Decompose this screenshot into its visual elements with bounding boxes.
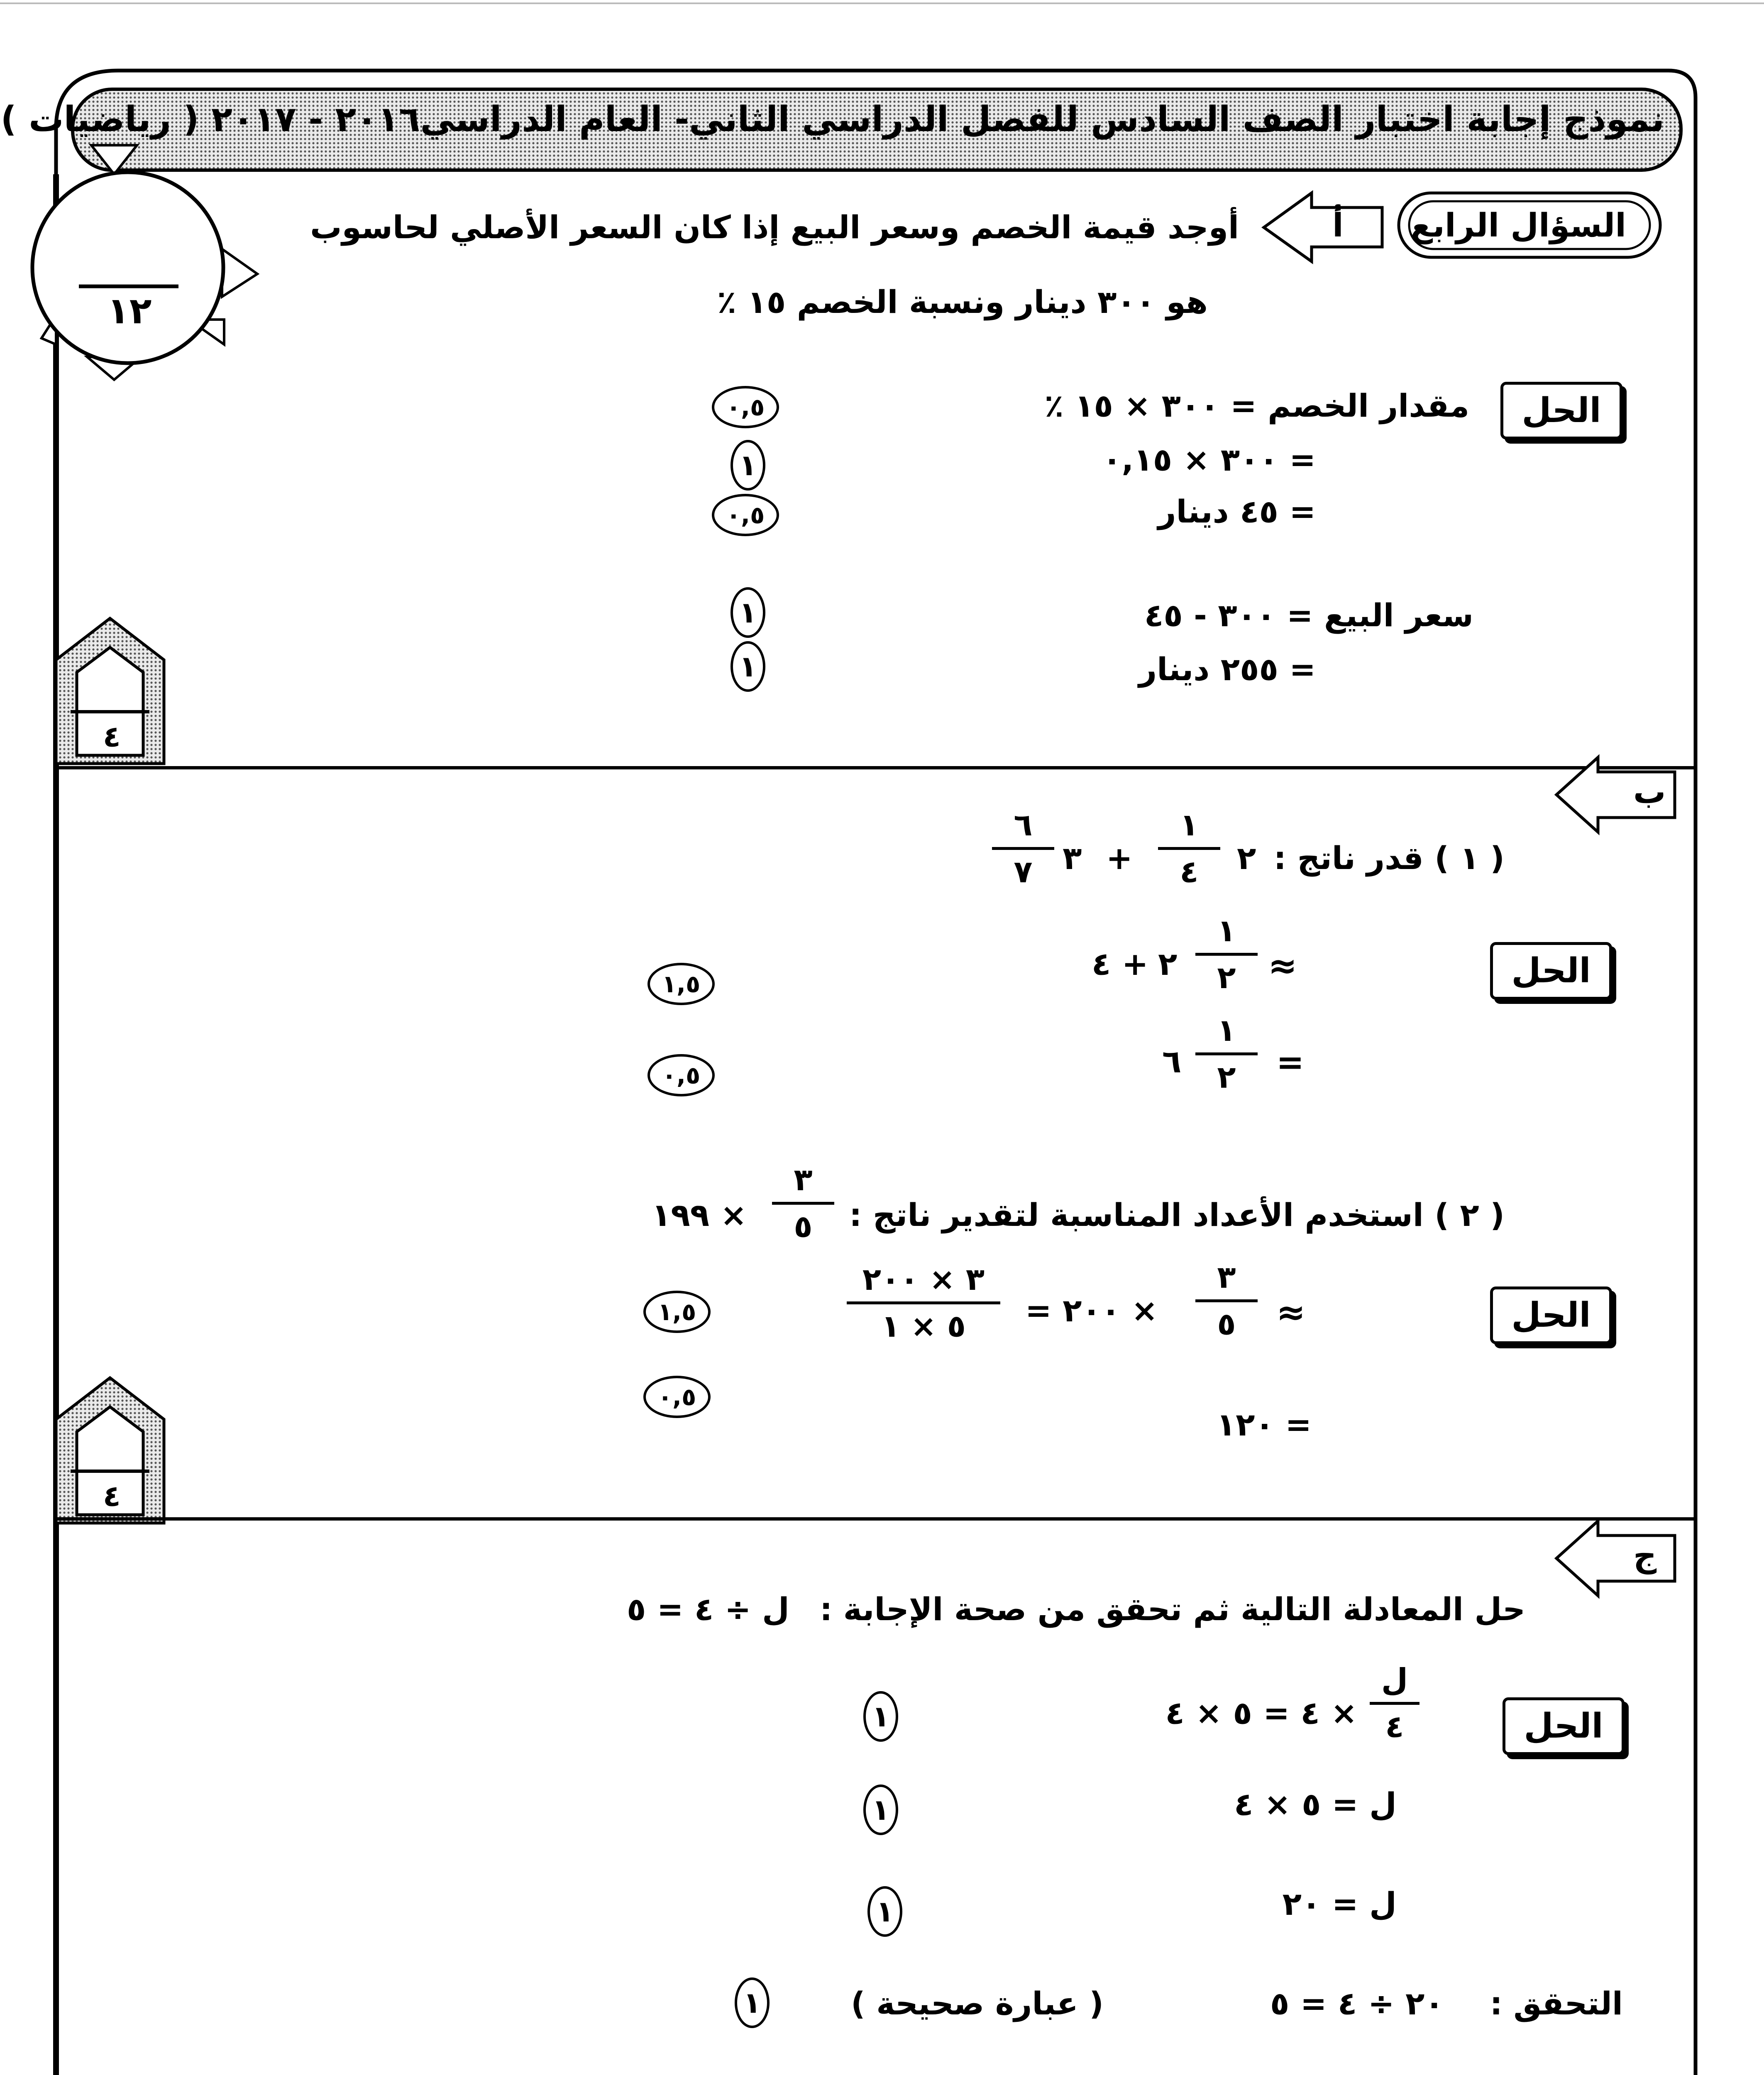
s2-den: ٢ <box>1217 1059 1236 1095</box>
solution-label-b2: الحل <box>1490 1286 1612 1344</box>
s4: = ١٢٠ <box>1216 1406 1312 1443</box>
q1-den2: ٧ <box>1014 854 1033 890</box>
part-b-q1-label: ( ١ ) قدر ناتج : <box>1273 840 1505 876</box>
q2-num: ٣ <box>794 1162 813 1198</box>
price-line2: = ٢٥٥ دينار <box>1139 651 1316 688</box>
q1-num2: ٦ <box>1014 807 1033 843</box>
discount-line1: مقدار الخصم = ٣٠٠ × ١٥ ٪ <box>1044 387 1469 424</box>
s3-den: ٥ <box>1217 1306 1236 1342</box>
c-s1-den: ٤ <box>1385 1709 1404 1745</box>
mark-b2: ٠,٥ <box>647 1054 715 1096</box>
part-a-prompt-line1: أوجد قيمة الخصم وسعر البيع إذا كان السعر الأصلي لحاسوب <box>310 209 1239 246</box>
mark-c2: ١ <box>863 1784 898 1835</box>
check-label: التحقق : <box>1490 1985 1623 2022</box>
fraction-bar <box>1195 953 1258 956</box>
s3-num2: ٣ × ٢٠٠ <box>862 1262 985 1297</box>
fraction-bar <box>992 847 1054 850</box>
s1-rest: + ٤ <box>1092 945 1148 982</box>
fraction-bar <box>1195 1299 1258 1302</box>
s2-whole: ٦ <box>1162 1043 1182 1080</box>
mark-b1: ١,٥ <box>647 963 715 1005</box>
question-label: السؤال الرابع <box>1410 207 1626 244</box>
mark-b3: ١,٥ <box>643 1291 711 1333</box>
fraction-bar <box>772 1202 834 1205</box>
s3-mid: × ٢٠٠ = <box>1025 1292 1158 1329</box>
header-title: نموذج إجابة اختبار الصف السادس للفصل الدراسي الثاني- العام الدراسي٢٠١٦ - ٢٠١٧ ( رياضيات ) <box>0 99 1664 139</box>
q1-den1: ٤ <box>1180 854 1199 890</box>
q1-whole2: ٣ <box>1063 840 1082 876</box>
solution-label-b1: الحل <box>1490 942 1612 1000</box>
part-c-equation: ل ÷ ٤ = ٥ <box>627 1591 789 1628</box>
s1-approx: ≈ <box>1268 945 1297 986</box>
c-s2: ل = ٥ × ٤ <box>1234 1786 1397 1823</box>
part-b-letter: ب <box>1633 774 1666 811</box>
s3-fraction1 <box>1195 1260 1258 1342</box>
solution-label-c: الحل <box>1503 1697 1625 1755</box>
fraction-bar <box>847 1301 1000 1304</box>
part-a-prompt-line2: هو ٣٠٠ دينار ونسبة الخصم ١٥ ٪ <box>717 283 1208 320</box>
q1-num1: ١ <box>1180 807 1199 843</box>
fraction-bar <box>1158 847 1220 850</box>
check-equation: ٢٠ ÷ ٤ = ٥ <box>1270 1985 1444 2022</box>
check-note: ( عبارة صحيحة ) <box>851 1985 1104 2022</box>
part-c-letter: ج <box>1633 1537 1657 1575</box>
mark-a2: ١ <box>731 440 765 491</box>
s1-whole: ٢ <box>1158 945 1178 982</box>
section-b-score: ٤ <box>103 1479 121 1513</box>
total-score-badge <box>32 145 257 380</box>
s2-eq: = <box>1276 1043 1305 1081</box>
mark-a1: ٠,٥ <box>712 386 779 428</box>
q2-rest: × ١٩٩ <box>652 1196 747 1233</box>
mark-b4: ٠,٥ <box>643 1376 711 1418</box>
part-c-prompt: حل المعادلة التالية ثم تحقق من صحة الإجابة : <box>819 1591 1525 1628</box>
c-s1-rest: × ٤ = ٥ × ٤ <box>1165 1694 1357 1731</box>
q1-fraction1 <box>1158 807 1220 890</box>
solution-label-a: الحل <box>1500 382 1622 439</box>
total-score: ١٢ <box>107 289 152 332</box>
discount-line2: = ٣٠٠ × ٠,١٥ <box>1102 441 1316 478</box>
s2-num: ١ <box>1217 1013 1236 1048</box>
mark-c1: ١ <box>863 1691 898 1742</box>
mark-c3: ١ <box>867 1886 902 1937</box>
q1-fraction2 <box>992 807 1054 890</box>
q1-plus: + <box>1106 840 1133 876</box>
mark-a4: ١ <box>731 587 765 638</box>
c-s1-fraction <box>1370 1662 1420 1745</box>
fraction-bar <box>1195 1052 1258 1055</box>
c-s3: ل = ٢٠ <box>1282 1885 1397 1922</box>
part-b-q2-label: ( ٢ ) استخدم الأعداد المناسبة لتقدير ناتج : <box>849 1196 1505 1233</box>
q2-den: ٥ <box>794 1209 813 1245</box>
fraction-bar <box>1370 1702 1420 1705</box>
part-a-letter: أ <box>1332 207 1344 244</box>
c-s1-num: ل <box>1381 1662 1408 1698</box>
s1-fraction <box>1195 913 1258 996</box>
section-a-score: ٤ <box>103 720 121 754</box>
s1-num: ١ <box>1217 913 1236 949</box>
s3-num: ٣ <box>1217 1260 1236 1295</box>
s1-den: ٢ <box>1217 960 1236 996</box>
s3-approx: ≈ <box>1276 1292 1306 1333</box>
s3-fraction2 <box>847 1262 1000 1344</box>
s2-fraction <box>1195 1013 1258 1095</box>
mark-c4: ١ <box>735 1977 770 2028</box>
mark-a3: ٠,٥ <box>712 494 779 536</box>
s3-den2: ٥ × ١ <box>881 1308 966 1344</box>
q1-whole1: ٢ <box>1237 840 1256 876</box>
price-line1: سعر البيع = ٣٠٠ - ٤٥ <box>1144 597 1473 634</box>
mark-a5: ١ <box>731 641 765 692</box>
discount-line3: = ٤٥ دينار <box>1158 493 1316 530</box>
q2-fraction <box>772 1162 834 1245</box>
